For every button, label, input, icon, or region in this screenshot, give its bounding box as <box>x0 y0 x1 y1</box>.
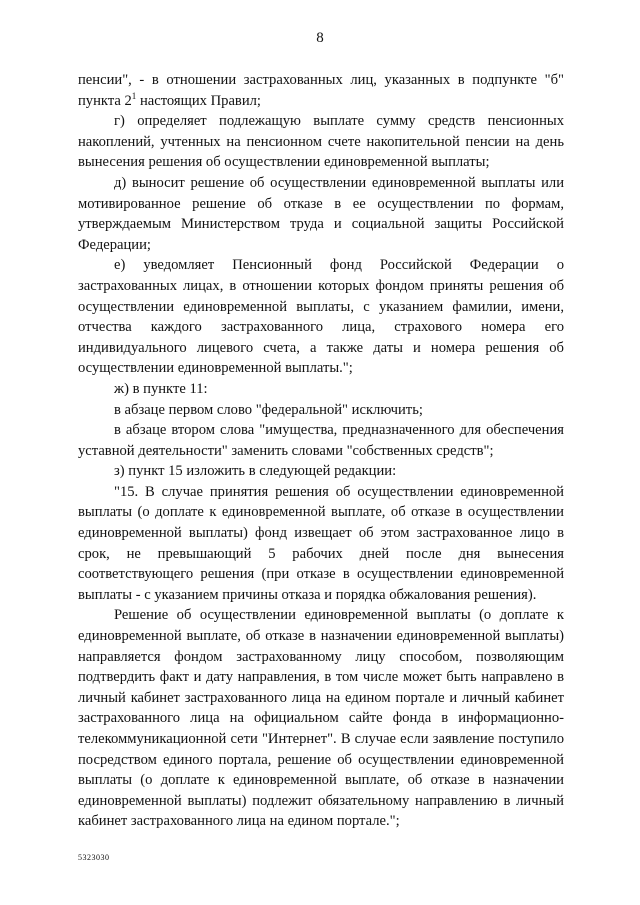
page-number: 8 <box>316 30 324 46</box>
paragraph-continuation <box>78 70 564 111</box>
paragraph-text: пенсии", - в отношении застрахованных лиц, указанных в подпункте "б" пункта 2 <box>78 72 564 109</box>
paragraph-item-g: г) определяет подлежащую выплате сумму средств пенсионных накоплений, учтенных на пенсионном счете накопительной пенсии на день вынесения решения об осуществлении единовременной выплаты; <box>78 113 564 171</box>
paragraph-item-e: е) уведомляет Пенсионный фонд Российской Федерации о застрахованных лицах, в отношении которых фондом приняты решения об осуществлении единовременной выплаты, с указанием фамилии, имени, отчества каждого застрахованного лица, страхового номера его индивидуального лицевого счета, а также даты и номера решения об осуществлении единовременной выплаты."; <box>78 257 564 377</box>
paragraph-item-d: д) выносит решение об осуществлении единовременной выплаты или мотивированное решение об отказе в ее осуществлении по формам, утверждаемым Министерством труда и социальной защиты Российской Федерации; <box>78 174 564 253</box>
paragraph-decision: Решение об осуществлении единовременной выплаты (о доплате к единовременной выплате, об отказе в назначении единовременной выплаты) направляется фондом застрахованному лицу способом, позволяющим подтвердить факт и дату направления, в том числе может быть направлено в личный кабинет застрахованного лица на едином портале и личный кабинет застрахованного лица на официальном сайте фонда в информационно-телекоммуникационной сети "Интернет". В случае если заявление поступило посредством единого портала, решение об осуществлении единовременной выплаты (о доплате к единовременной выплате, об отказе в назначении единовременной выплаты) подлежит обязательному направлению в личный кабинет застрахованного лица на едином портале."; <box>78 607 564 830</box>
paragraph-abzac-2: в абзаце втором слова "имущества, предназначенного для обеспечения уставной деятельности" заменить словами "собственных средств"; <box>78 422 564 459</box>
document-code: 5323030 <box>78 853 110 862</box>
paragraph-item-z: з) пункт 15 изложить в следующей редакции: <box>114 463 397 480</box>
superscript: 1 <box>131 90 137 101</box>
paragraph-text-after: настоящих Правил; <box>136 92 261 109</box>
paragraph-abzac-1: в абзаце первом слово "федеральной" исключить; <box>114 401 423 418</box>
paragraph-item-zh: ж) в пункте 11: <box>114 380 208 397</box>
paragraph-point-15: "15. В случае принятия решения об осуществлении единовременной выплаты (о доплате к единовременной выплате, об отказе в осуществлении единовременной выплаты) фонд извещает об этом застрахованное лицо в срок, не превышающий 5 рабочих дней после дня вынесения соответствующего решения (при отказе в осуществлении единовременной выплаты - с указанием причины отказа и порядка обжалования решения). <box>78 483 564 603</box>
document-body <box>78 70 564 832</box>
